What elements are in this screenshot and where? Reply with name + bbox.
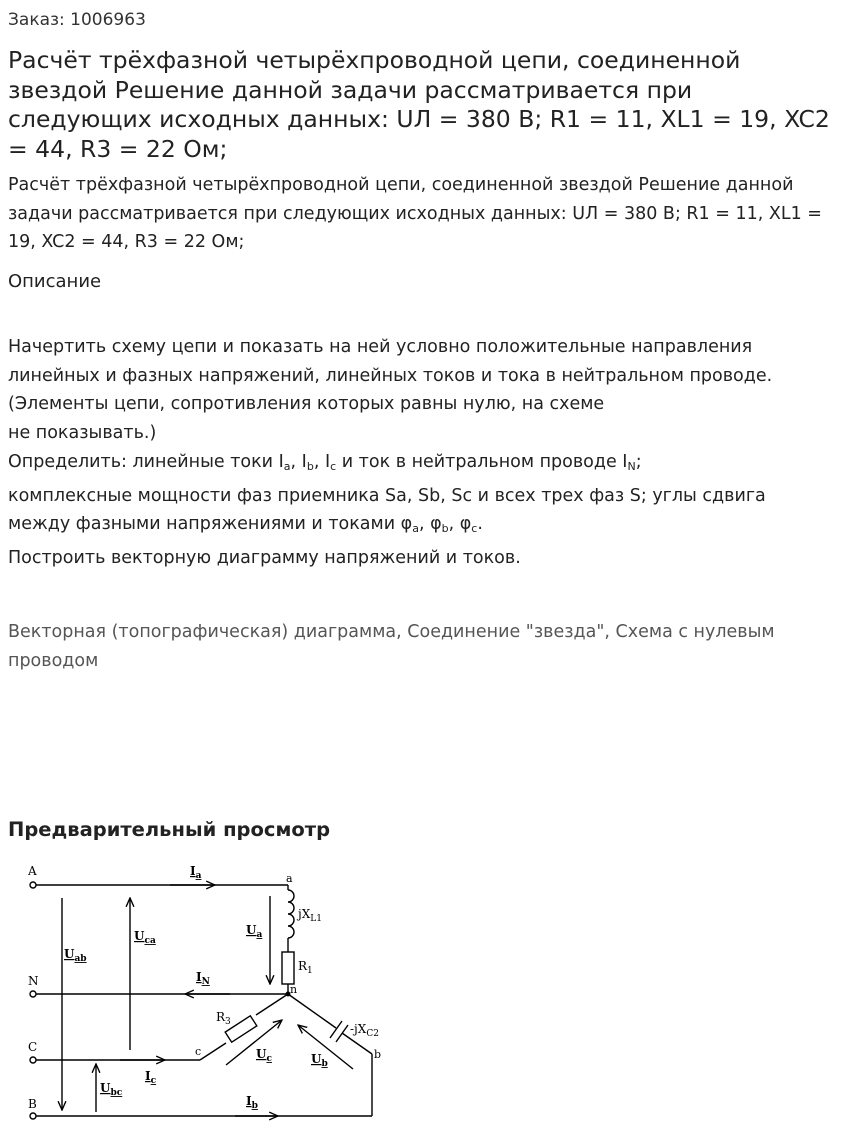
task-build-line: Построить векторную диаграмму напряжений и токов.: [8, 547, 521, 568]
label-Ic: $I_c$: [145, 1069, 157, 1086]
task-define-line: Определить: линейные токи $I_a$, $I_b$, $I_c$ и ток в нейтральном проводе $I_N$;: [8, 451, 642, 473]
node-label-n: n: [290, 983, 298, 996]
label-B: B: [28, 1097, 37, 1111]
task-angles-line: между фазными напряжениями и токами $\varphi_a$, $\varphi_b$, $\varphi_c$.: [8, 514, 483, 536]
node-label-a: a: [286, 872, 293, 885]
label-Ib: $I_b$: [246, 1094, 258, 1111]
task-line-3: не показывать.): [8, 423, 157, 444]
label-R1: $R_1$: [298, 959, 313, 976]
inductor-XL1: [288, 890, 294, 938]
resistor-R1: [282, 952, 294, 984]
terminal-A: [30, 882, 36, 888]
label-R3: $R_3$: [216, 1010, 231, 1027]
description-heading: Описание: [8, 271, 102, 292]
label-N: N: [28, 974, 39, 988]
page-title: Расчёт трёхфазной четырёхпроводной цепи, соединенной звездой Решение данной задачи рассматривается при следующих исходных данных: UЛ = 380 В; R1 = 11, XL1 = 19, XC2 = 44, R3 = 22 Ом;: [8, 46, 830, 163]
label-Ia: $I_a$: [190, 864, 202, 881]
task-line-2: (Элементы цепи, сопротивления которых равны нулю, на схеме: [8, 394, 605, 415]
label-Ua: $U_a$: [246, 923, 263, 940]
label-Ubc: $U_{bc}$: [100, 1081, 123, 1098]
preview-heading: Предварительный просмотр: [8, 818, 331, 841]
circuit-diagram: [20, 858, 400, 1128]
label-Uab: $U_{ab}$: [64, 947, 87, 964]
label-IN: $I_N$: [196, 970, 210, 987]
label-Uca: $U_{ca}$: [134, 929, 156, 946]
terminal-N: [30, 991, 36, 997]
node-label-c: c: [195, 1045, 202, 1058]
order-number: Заказ: 1006963: [8, 10, 146, 30]
label-XC2: $-jX_{C2}$: [350, 1022, 379, 1039]
task-line-1: Начертить схему цепи и показать на ней условно положительные направления линейных и фазных напряжений, линейных токов и тока в нейтральном проводе.: [8, 337, 773, 386]
label-Ub: $U_b$: [311, 1052, 328, 1069]
node-label-b: b: [374, 1048, 382, 1061]
label-XL1: $jX_{L1}$: [298, 907, 322, 924]
label-C: C: [28, 1040, 38, 1054]
terminal-C: [30, 1057, 36, 1063]
lead-paragraph: Расчёт трёхфазной четырёхпроводной цепи, соединенной звездой Решение данной задачи рассматривается при следующих исходных данных: UЛ = 380 В; R1 = 11, XL1 = 19, XC2 = 44, R3 = 22 Ом;: [8, 175, 822, 253]
task-powers-line: комплексные мощности фаз приемника Sa, Sb, Sc и всех трех фаз S; углы сдвига: [8, 485, 766, 506]
terminal-B: [30, 1113, 36, 1119]
tags-list[interactable]: Векторная (топографическая) диаграмма, Соединение "звезда", Схема с нулевым проводом: [8, 622, 775, 671]
label-A: A: [28, 864, 37, 878]
task-description: [8, 333, 843, 573]
label-Uc: $U_c$: [256, 1047, 272, 1064]
